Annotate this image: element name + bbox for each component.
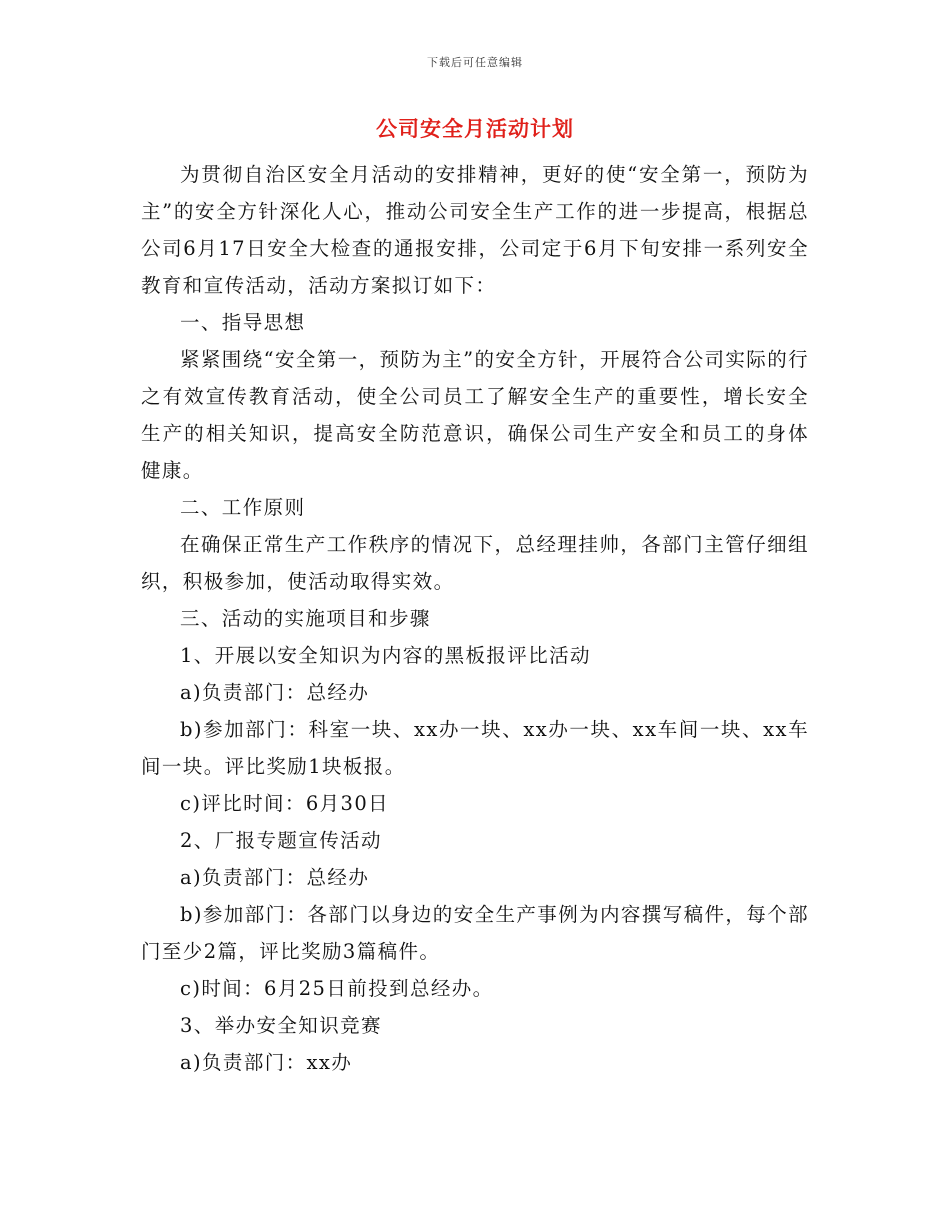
item-2-b: b)参加部门：各部门以身边的安全生产事例为内容撰写稿件，每个部门至少2篇，评比奖励3篇稿件。 [141, 903, 809, 963]
item-2-c: c)时间：6月25日前投到总经办。 [180, 977, 494, 1000]
header-note: 下载后可任意编辑 [427, 56, 523, 69]
document-body [141, 156, 809, 1081]
work-principle-paragraph: 在确保正常生产工作秩序的情况下，总经理挂帅，各部门主管仔细组织，积极参加，使活动取得实效。 [141, 533, 809, 593]
item-2-a: a)负责部门：总经办 [180, 866, 370, 889]
section-heading-work-principle: 二、工作原则 [180, 496, 306, 519]
section-heading-guiding-thought: 一、指导思想 [180, 311, 306, 334]
intro-paragraph: 为贯彻自治区安全月活动的安排精神，更好的使“安全第一，预防为主”的安全方针深化人心，推动公司安全生产工作的进一步提高，根据总公司6月17日安全大检查的通报安排，公司定于6月下旬安排一系列安全教育和宣传活动，活动方案拟订如下： [141, 163, 809, 297]
item-1-a: a)负责部门：总经办 [180, 681, 370, 704]
item-2-heading: 2、厂报专题宣传活动 [180, 829, 382, 852]
item-1-c: c)评比时间：6月30日 [180, 792, 390, 815]
guiding-thought-paragraph: 紧紧围绕“安全第一，预防为主”的安全方针，开展符合公司实际的行之有效宣传教育活动，使全公司员工了解安全生产的重要性，增长安全生产的相关知识，提高安全防范意识，确保公司生产安全和员工的身体健康。 [141, 348, 809, 482]
item-1-heading: 1、开展以安全知识为内容的黑板报评比活动 [180, 644, 591, 667]
section-heading-implementation: 三、活动的实施项目和步骤 [180, 607, 431, 630]
document-title: 公司安全月活动计划 [376, 117, 574, 141]
item-3-a: a)负责部门：xx办 [180, 1051, 353, 1074]
item-3-heading: 3、举办安全知识竞赛 [180, 1014, 382, 1037]
item-1-b: b)参加部门：科室一块、xx办一块、xx办一块、xx车间一块、xx车间一块。评比奖励1块板报。 [141, 718, 809, 778]
